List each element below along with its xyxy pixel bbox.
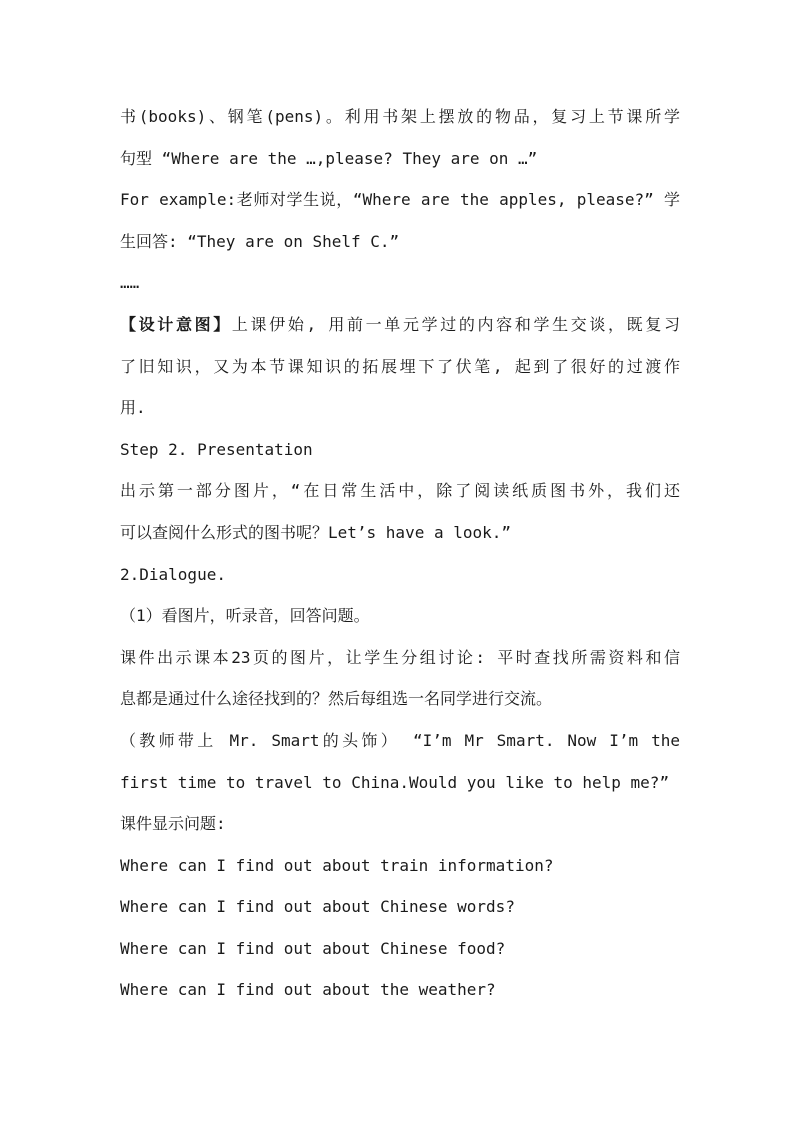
ellipsis-line: ……	[120, 273, 140, 293]
paragraph-line: 课件显示问题:	[120, 814, 226, 834]
paragraph-line: 出示第一部分图片，“在日常生活中，除了阅读纸质图书外，我们还	[120, 481, 680, 501]
paragraph-line: 课件出示课本23页的图片，让学生分组讨论: 平时查找所需资料和信	[120, 647, 680, 667]
paragraph-line: For example:老师对学生说，“Where are the apples, please?” 学	[120, 190, 680, 210]
question-line: Where can I find out about the weather?	[120, 980, 496, 1000]
paragraph-line: 句型 “Where are the …,please? They are on …”	[120, 148, 538, 168]
paragraph-line: （1）看图片，听录音，回答问题。	[120, 606, 370, 626]
paragraph-line: 书(books)、钢笔(pens)。利用书架上摆放的物品，复习上节课所学	[120, 107, 680, 126]
paragraph-line: 了旧知识，又为本节课知识的拓展埋下了伏笔, 起到了很好的过渡作	[120, 356, 680, 376]
document-body	[120, 96, 680, 1011]
design-intent-heading: 【设计意图】	[120, 314, 232, 334]
paragraph-line: 生回答: “They are on Shelf C.”	[120, 231, 400, 251]
paragraph-line: first time to travel to China.Would you like to help me?”	[120, 772, 670, 792]
section-heading: 2.Dialogue.	[120, 564, 226, 584]
design-intent-label: 设计意图	[138, 314, 214, 334]
question-line: Where can I find out about Chinese food?	[120, 938, 506, 958]
paragraph-line: （教师带上 Mr. Smart的头饰） “I’m Mr Smart. Now I’m the	[120, 730, 680, 750]
paragraph-line: 用.	[120, 398, 146, 418]
design-intent-text: 上课伊始, 用前一单元学过的内容和学生交谈，既复习	[231, 314, 680, 334]
question-line: Where can I find out about Chinese words?	[120, 897, 515, 917]
paragraph-line: 息都是通过什么途径找到的？然后每组选一名同学进行交流。	[120, 689, 553, 709]
design-intent-line	[120, 304, 680, 346]
step-heading: Step 2. Presentation	[120, 439, 313, 459]
question-line: Where can I find out about train information?	[120, 855, 554, 875]
paragraph-line: 可以查阅什么形式的图书呢？Let’s have a look.”	[120, 522, 512, 542]
